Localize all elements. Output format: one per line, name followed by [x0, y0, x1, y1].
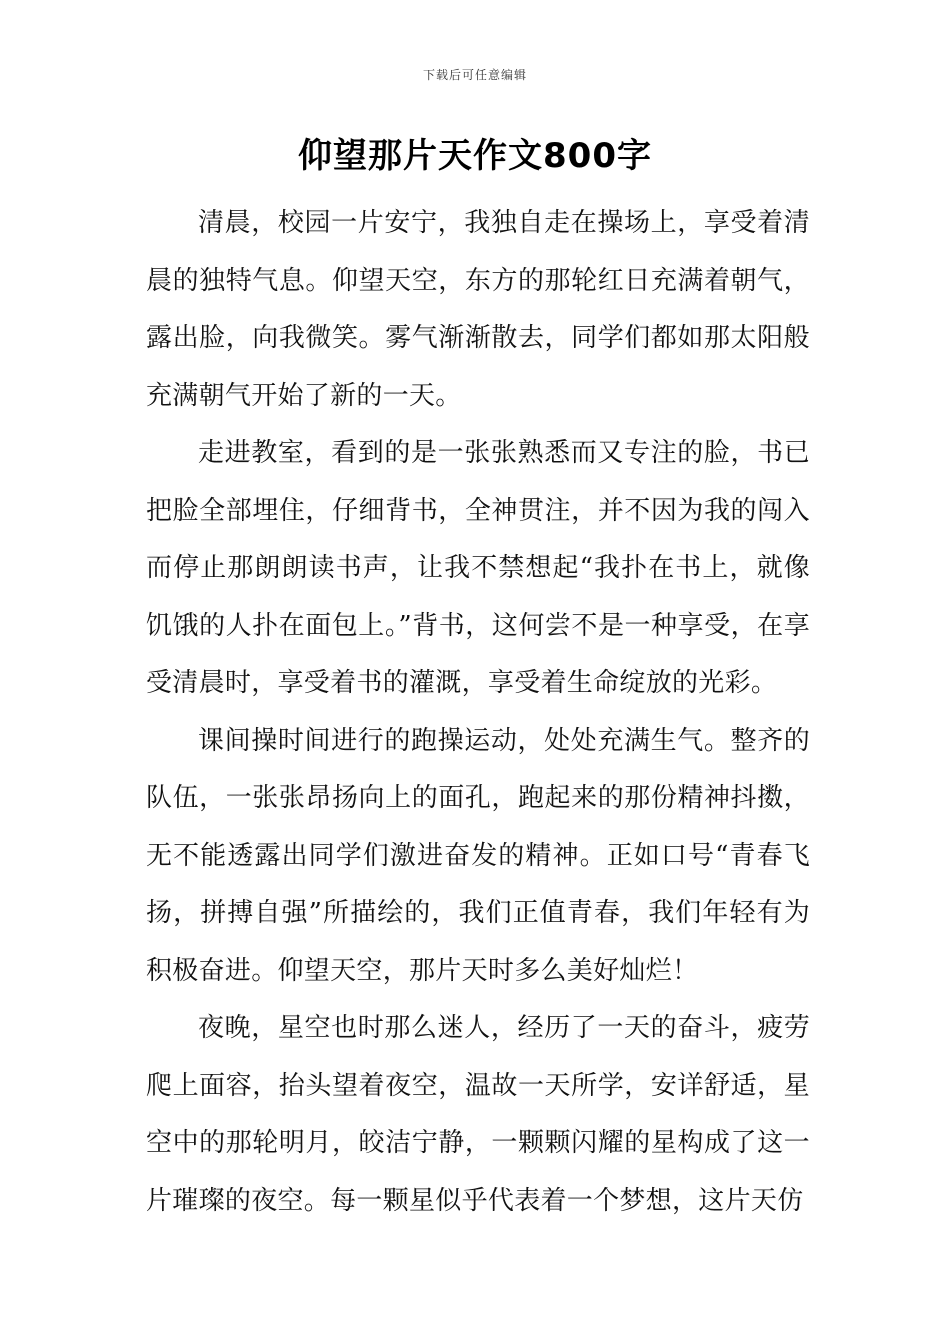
paragraph-4: 夜晚，星空也时那么迷人，经历了一天的奋斗，疲劳爬上面容，抬头望着夜空，温故一天所学，安详舒适，星空中的那轮明月，皎洁宁静，一颗颗闪耀的星构成了这一片璀璨的夜空。每一颗星似乎代表着一个梦想，这片天仿 — [146, 1013, 810, 1216]
article-body — [146, 195, 810, 1230]
paragraph-3: 课间操时间进行的跑操运动，处处充满生气。整齐的队伍，一张张昂扬向上的面孔，跑起来的那份精神抖擞，无不能透露出同学们激进奋发的精神。正如口号“青春飞扬，拼搏自强”所描绘的，我们正值青春，我们年轻有为积极奋进。仰望天空，那片天时多么美好灿烂！ — [146, 725, 810, 986]
header-note: 下载后可任意编辑 — [422, 68, 527, 82]
paragraph-1: 清晨，校园一片安宁，我独自走在操场上，享受着清晨的独特气息。仰望天空，东方的那轮红日充满着朝气，露出脸，向我微笑。雾气渐渐散去，同学们都如那太阳般充满朝气开始了新的一天。 — [146, 208, 810, 411]
paragraph-2: 走进教室，看到的是一张张熟悉而又专注的脸，书已把脸全部埋住，仔细背书，全神贯注，并不因为我的闯入而停止那朗朗读书声，让我不禁想起“我扑在书上，就像饥饿的人扑在面包上。”背书，这何尝不是一种享受，在享受清晨时，享受着书的灌溉，享受着生命绽放的光彩。 — [146, 438, 810, 698]
page-title: 仰望那片天作文800字 — [298, 136, 652, 176]
